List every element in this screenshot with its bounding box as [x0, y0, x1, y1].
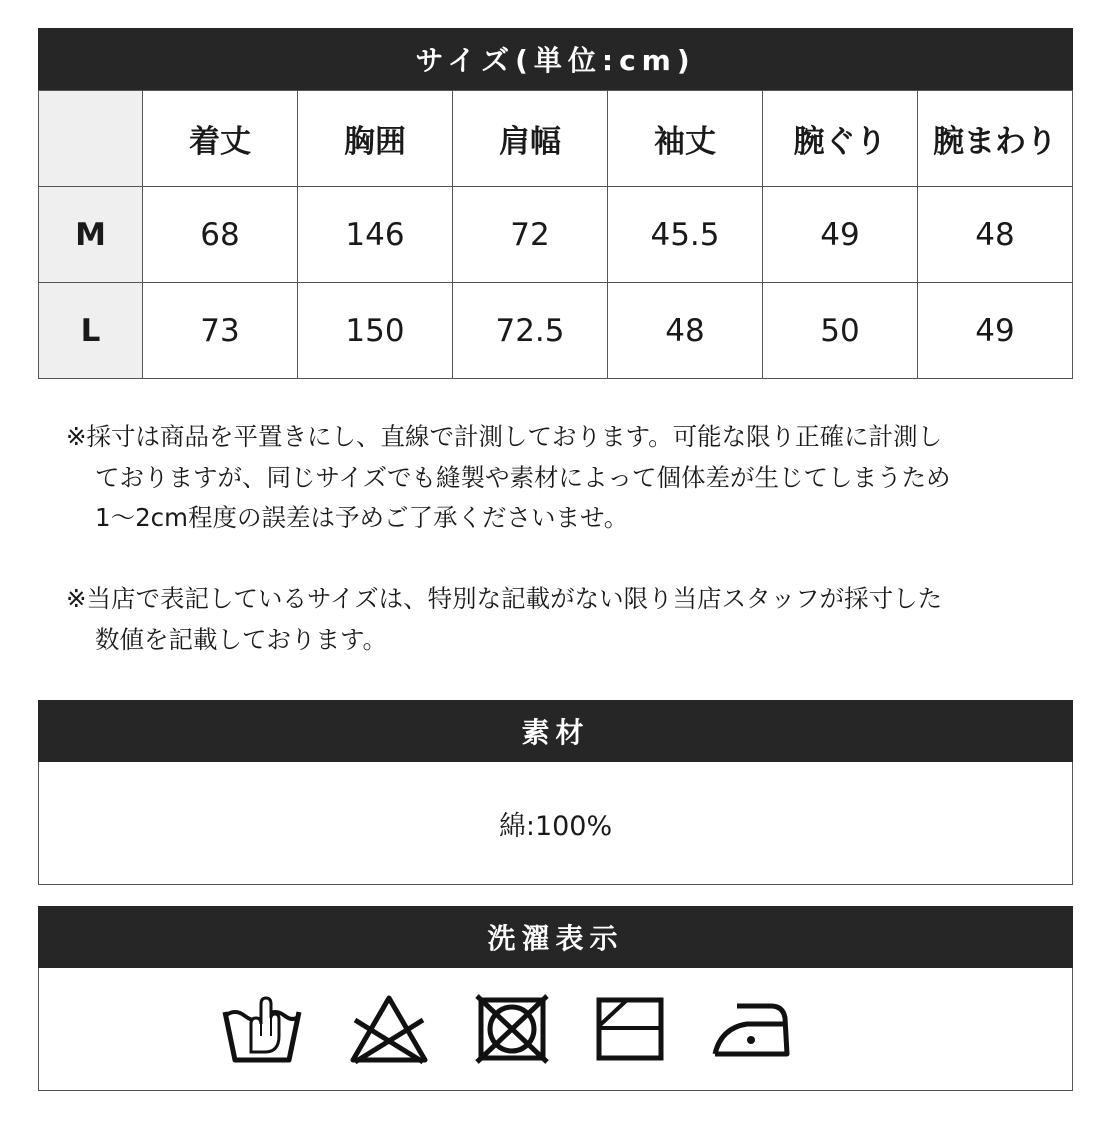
iron-low-icon [711, 994, 791, 1064]
column-header: 着丈 [143, 91, 298, 187]
table-cell: 48 [918, 187, 1073, 283]
measurement-note [66, 417, 1056, 539]
note-line: ※当店で表記しているサイズは、特別な記載がない限り当店スタッフが採寸した [66, 584, 943, 613]
note-line: 1〜2cm程度の誤差は予めご了承くださいませ。 [95, 503, 629, 532]
note-line: ておりますが、同じサイズでも縫製や素材によって個体差が生じてしまうため [95, 462, 951, 492]
hand-wash-icon [221, 994, 303, 1064]
material-section-title [38, 700, 1073, 762]
size-table-header-row [39, 91, 1073, 187]
size-label: M [39, 187, 143, 283]
table-cell: 45.5 [608, 187, 763, 283]
table-cell: 146 [298, 187, 453, 283]
table-cell: 49 [763, 187, 918, 283]
care-title-text: 洗濯表示 [487, 922, 624, 955]
material-title-text: 素材 [521, 716, 590, 749]
note-line: ※採寸は商品を平置きにし、直線で計測しております。可能な限り正確に計測し [66, 422, 943, 451]
corner-cell [39, 91, 143, 187]
size-section-title [38, 28, 1073, 90]
size-origin-note [66, 579, 1056, 660]
size-title-text: サイズ(単位:cm) [415, 44, 696, 77]
no-bleach-icon [349, 994, 429, 1064]
table-cell: 50 [763, 283, 918, 379]
table-cell: 73 [143, 283, 298, 379]
size-table [38, 90, 1073, 379]
line-dry-shade-icon [595, 994, 665, 1064]
table-cell: 72.5 [453, 283, 608, 379]
table-cell: 72 [453, 187, 608, 283]
column-header: 腕ぐり [763, 91, 918, 187]
note-line: 数値を記載しております。 [95, 624, 388, 654]
table-cell: 150 [298, 283, 453, 379]
care-box [38, 968, 1073, 1091]
column-header: 胸囲 [298, 91, 453, 187]
table-row [39, 187, 1073, 283]
care-section-title [38, 906, 1073, 968]
size-label: L [39, 283, 143, 379]
table-cell: 68 [143, 187, 298, 283]
table-cell: 48 [608, 283, 763, 379]
table-row [39, 283, 1073, 379]
column-header: 肩幅 [453, 91, 608, 187]
no-tumble-dry-icon [475, 994, 549, 1064]
column-header: 袖丈 [608, 91, 763, 187]
material-box [38, 762, 1073, 885]
column-header: 腕まわり [918, 91, 1073, 187]
table-cell: 49 [918, 283, 1073, 379]
care-icon-row [39, 968, 1072, 1090]
material-content: 綿:100% [498, 810, 613, 842]
